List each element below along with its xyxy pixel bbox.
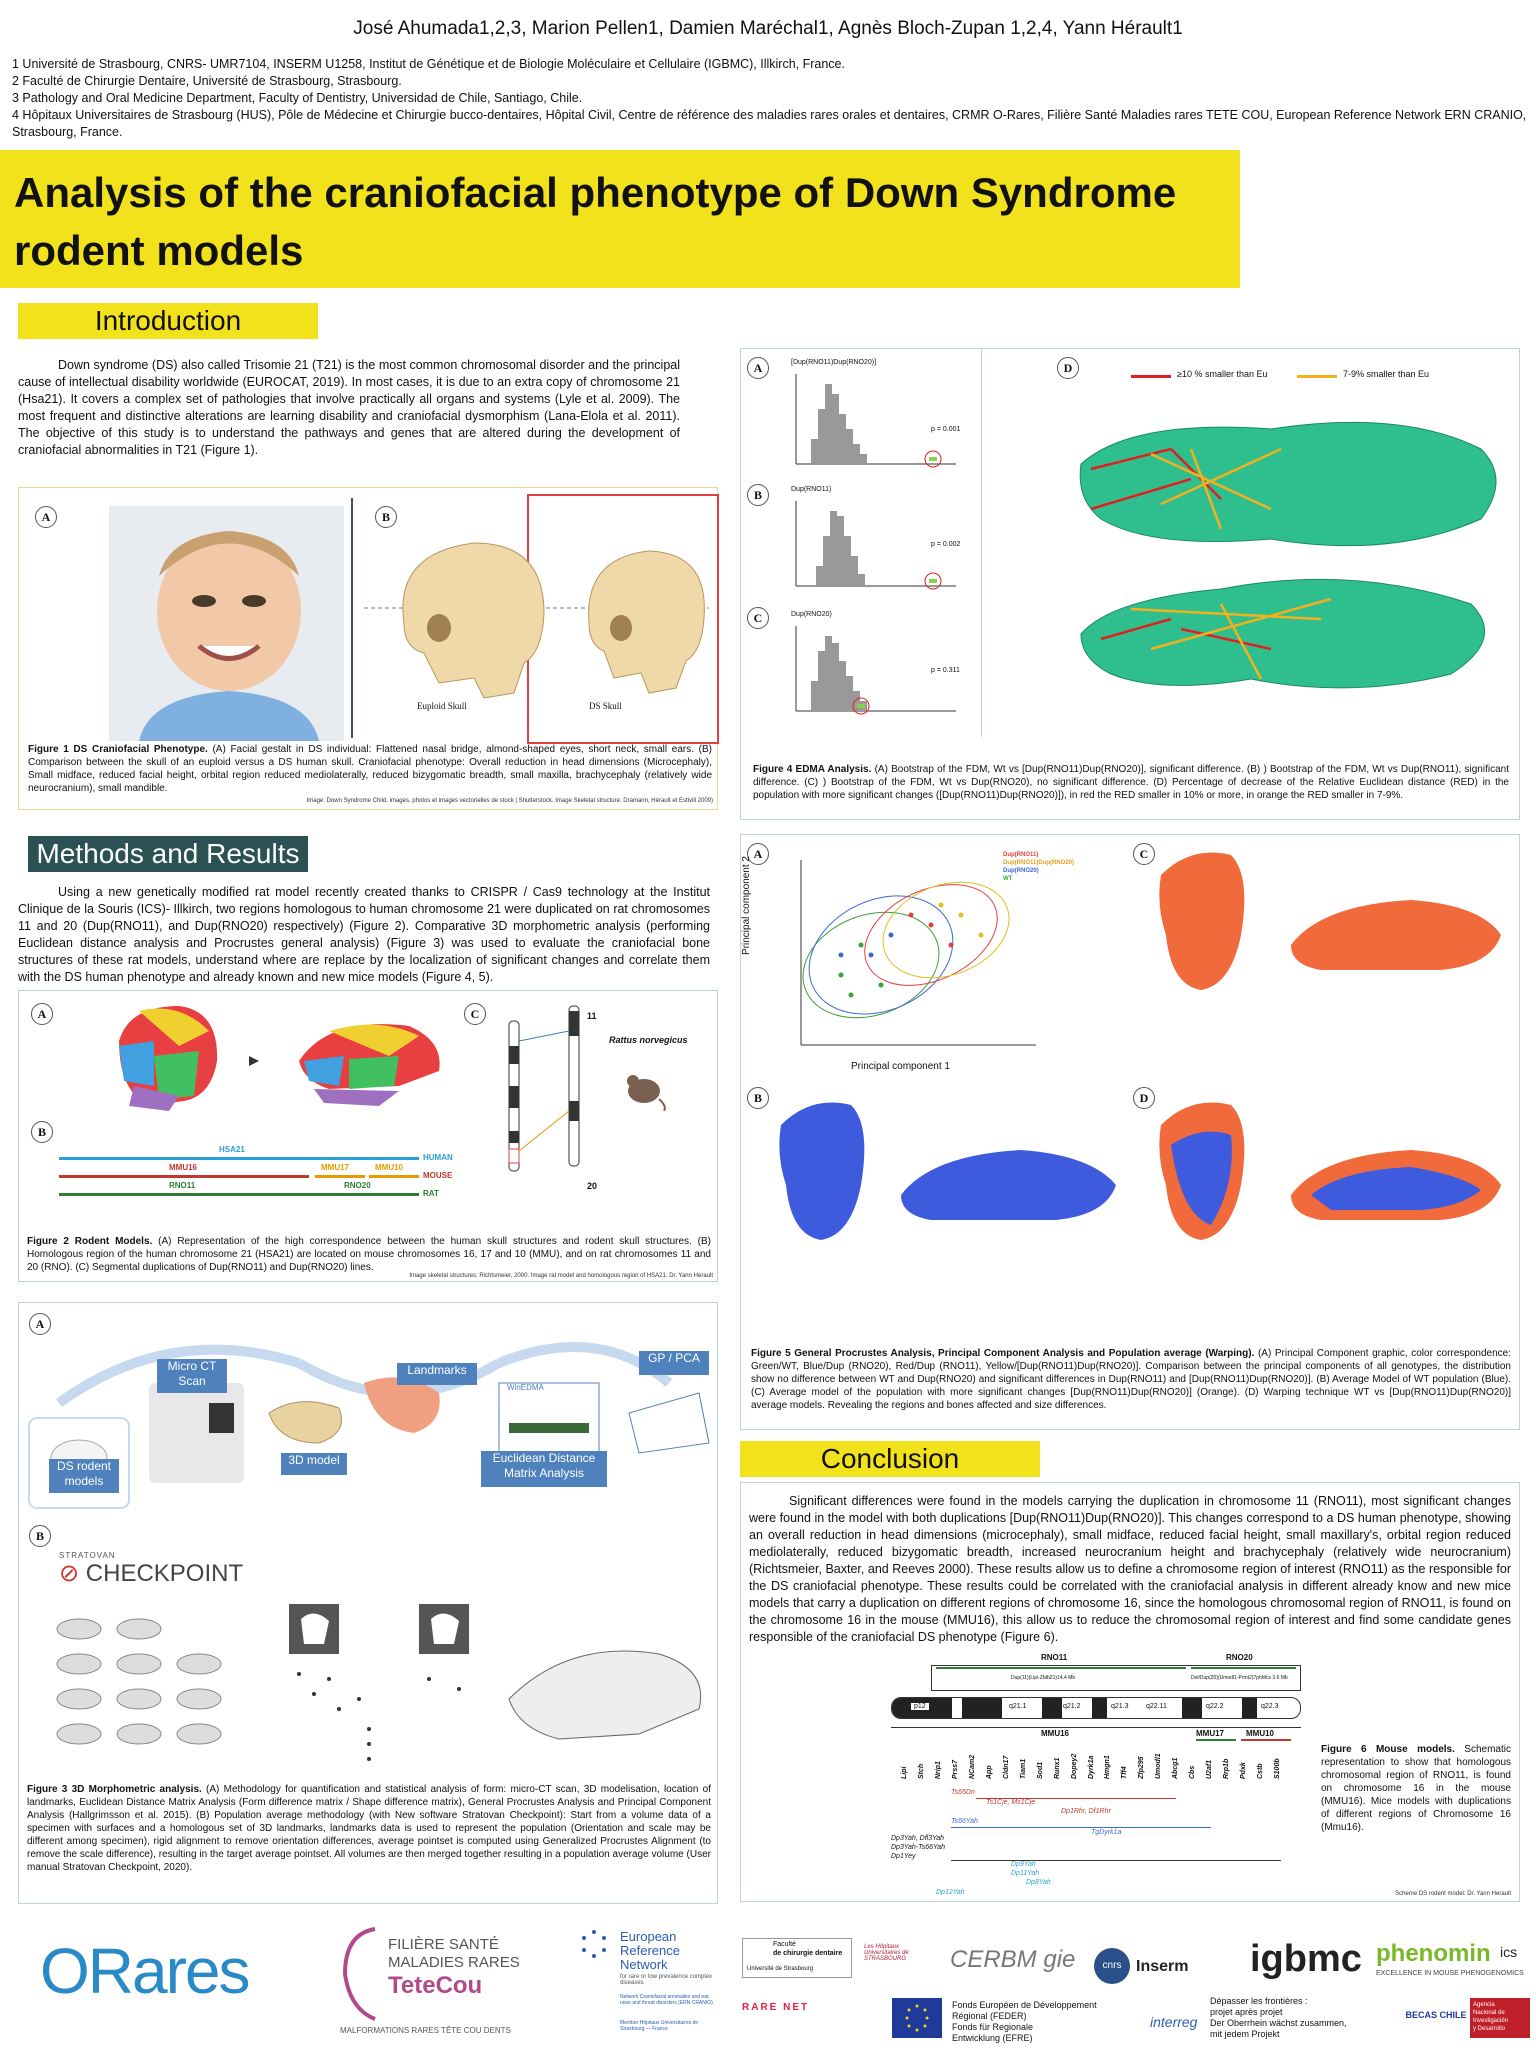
affiliation-3: 3 Pathology and Oral Medicine Department, Faculty of Dentistry, Universidad de Chile, Santiago, Chile. — [12, 91, 583, 105]
igbmc-logo: igbmc — [1250, 1938, 1362, 1980]
phenomin-sub: EXCELLENCE IN MOUSE PHENOGENOMICS — [1376, 1970, 1524, 1977]
landmarks-box: Landmarks — [397, 1363, 477, 1385]
gene-label: Dyrk1a — [1087, 1755, 1095, 1779]
introduction-paragraph: Down syndrome (DS) also called Trisomie 21 (T21) is the most common chromosomal disorder and the principal cause of intellectual disability worldwide (EUROCAT, 2019). In most cases, it is due to an extra copy of chromosome 21 (Hsa21). It covers a complex set of pathologies that involve practically all organs and systems (Lyle et al. 2009). The most frequent and distinctive alterations are learning disability and craniofacial dysmorphism (Lana-Elola et al. 2011). The objective of this study is to understand the pathways and genes that are altered during the development of craniofacial abnormalities in T21 (Figure 1). — [18, 358, 680, 457]
euploid-label: Euploid Skull — [417, 701, 467, 711]
gene-label: U2af1 — [1206, 1759, 1214, 1779]
chromosome-icon — [499, 1001, 619, 1201]
ics-logo: ics — [1500, 1944, 1518, 1960]
ern-stars-icon — [578, 1928, 610, 1960]
average-orange-icon — [1141, 845, 1511, 995]
feder-text — [952, 2000, 1097, 2044]
gp-pca-box: GP / PCA — [639, 1351, 709, 1375]
affiliation-1: 1 Université de Strasbourg, CNRS- UMR7104, INSERM U1258, Institut de Génétique et de Biologie Moléculaire et Cellulaire (IGBMC), Illkirch, France. — [12, 57, 845, 71]
methods-paragraph: Using a new genetically modified rat model recently created thanks to CRISPR / Cas9 technology at the Institut Clinique de la Souris (ICS)- Illkirch, two regions homologous to human chromosome 21 were duplicated on rat chromosomes 11 and 20 (Dup(RNO11), and Dup(RNO20) respectively) (Figure 2). Comparative 3D morphometric analysis (performing Euclidean distance analysis and Procrustes general analysis) (Figure 3) was used to evaluate the craniofacial bone structures of these rat models, understand where are replace by the localization of significant changes and correlate them with the DS human phenotype and already known and new mice models (Figure 4, 5). — [18, 885, 710, 984]
fig4-label-b: B — [747, 484, 769, 506]
fig3-caption-body: (A) Methodology for quantification and statistical analysis of form: micro-CT scan, 3D modelisation, location of landmarks, Euclidean Distance Matrix Analysis (Form difference matrix / Shape difference matrix), General Procrustes Analysis and Principal Component Analysis (Hallgrimsson et al. 2015). (B) Population average methodology (with New software Stratovan Checkpoint): Start from a volume data of a specimen with surfaces and a homologous set of 3D landmarks, landmarks data is used to represent the population (Orientation and scale may be different among specimen), rigid alignment to remove orientation differences, average pointset is computed using Generalized Procrustes Alignment (to remove the scale difference), resulting in the target average pointset. All volumes are then merged together resulting in a population average volume (User manual Stratovan Checkpoint, 2020). — [27, 1784, 711, 1873]
band-q213: q21.3 — [1111, 1703, 1129, 1710]
gene-label: Cbs — [1189, 1765, 1197, 1779]
eu-flag-icon — [892, 1998, 942, 2038]
rat-skull-edma-icon — [1071, 389, 1511, 729]
conclusion-heading: Conclusion — [740, 1441, 1040, 1477]
seg-ts66yah-line — [951, 1827, 1211, 1828]
p-value-a: p = 0.001 — [931, 426, 961, 433]
faculte-line-3: Université de Strasbourg — [747, 1966, 814, 1972]
paper-title — [14, 164, 1226, 280]
interreg-logo: interreg — [1150, 2014, 1198, 2030]
tetecou-head-icon — [340, 1924, 390, 2024]
child-face-icon — [109, 506, 344, 741]
fig4-title-c: Dup(RNO20) — [791, 611, 832, 618]
fig3-label-b: B — [29, 1525, 51, 1547]
mmu17-bar — [315, 1175, 365, 1178]
band-dark-4 — [1092, 1698, 1107, 1719]
ern-line-2: Reference — [620, 1943, 680, 1958]
fig2-caption-title: Figure 2 Rodent Models. — [27, 1236, 153, 1247]
species-label: Rattus norvegicus — [609, 1035, 688, 1045]
frontieres-line-2: projet après projet — [1210, 2007, 1283, 2017]
fig6-caption — [1321, 1743, 1511, 1834]
fig6-caption-body: Schematic representation to show that homologous chromosomal region of RNO11, is found on chromosome 16 in the mouse (MMU16). Mice models with duplications of different regions of Chromosome 16 (Mmu16). — [1321, 1744, 1511, 1833]
pca-ylabel: Principal component 2 — [741, 856, 752, 955]
p-value-b: p = 0.002 — [931, 541, 961, 548]
stratovan-label: STRATOVAN — [59, 1551, 116, 1560]
rat-bar — [59, 1193, 419, 1196]
fig6-mmu17-label: MMU17 — [1196, 1729, 1225, 1738]
seg-dp11yah: Dp11Yah — [1011, 1870, 1040, 1877]
ern-line-3: Network — [620, 1957, 668, 1972]
seg-dp8yah: Dp8Yah — [1026, 1879, 1051, 1886]
fig5-label-a: A — [747, 843, 769, 865]
mmu16-label: MMU16 — [169, 1163, 198, 1172]
faculte-logo — [742, 1938, 852, 1978]
rno20-label: RNO20 — [344, 1181, 371, 1190]
fig2-label-c: C — [464, 1003, 486, 1025]
population-average-icon — [39, 1599, 719, 1779]
feder-line-4: Entwicklung (EFRE) — [952, 2033, 1033, 2043]
gene-label: Sod1 — [1036, 1761, 1044, 1779]
gene-label: Tiam1 — [1019, 1758, 1027, 1779]
fig4-caption — [753, 763, 1509, 802]
introduction-text — [18, 357, 680, 459]
seg-dp12yah: Dp12Yah — [936, 1889, 965, 1896]
band-dark-5 — [1182, 1698, 1202, 1719]
inserm-logo: Inserm — [1136, 1958, 1189, 1975]
footer-logos — [0, 1914, 1536, 2048]
figure-4 — [740, 348, 1520, 820]
methodology-flow-icon — [19, 1323, 719, 1513]
fig4-label-a: A — [747, 357, 769, 379]
band-q222: q22.2 — [1206, 1703, 1224, 1710]
fig6-mmu10-label: MMU10 — [1246, 1729, 1275, 1738]
figure-3 — [18, 1302, 718, 1904]
gene-label: Lipi — [901, 1766, 908, 1779]
title-line-1: Analysis of the craniofacial phenotype of Down Syndrome — [14, 169, 1177, 216]
legend-wt: WT — [1003, 876, 1013, 882]
legend-red-swatch — [1131, 375, 1171, 378]
ern-sub-2: Network Craniofacial anomalies and ear, nose and throat disorders (ERN CRANIO) — [620, 1994, 713, 2006]
fig1-label-a: A — [35, 506, 57, 528]
mmu17-label: MMU17 — [321, 1163, 350, 1172]
hsa21-label: HSA21 — [219, 1145, 245, 1154]
hus-logo: Les Hôpitaux Universitaires de STRASBOURG — [864, 1944, 909, 1962]
gene-label: Cstb — [1257, 1763, 1265, 1779]
affiliation-2: 2 Faculté de Chirurgie Dentaire, Université de Strasbourg, Strasbourg. — [12, 74, 402, 88]
seg-ts1cje: Ts1Cje, Ms1Cje — [986, 1799, 1036, 1806]
checkpoint-logo — [59, 1559, 243, 1588]
chr11-label: 11 — [587, 1011, 597, 1021]
cnrs-logo: cnrs — [1094, 1948, 1130, 1984]
micro-ct-box: Micro CT Scan — [157, 1359, 227, 1393]
filiere-sub: MALFORMATIONS RARES TÊTE COU DENTS — [340, 2026, 511, 2035]
fig5-caption — [751, 1347, 1511, 1412]
ds-skull-label: DS Skull — [589, 701, 622, 711]
band-q212: q21.2 — [1063, 1703, 1081, 1710]
affiliations — [12, 56, 1527, 141]
seg-ts66yah: Ts66Yah — [951, 1818, 978, 1825]
frontieres-line-1: Dépasser les frontières : — [1210, 1996, 1308, 2006]
mouse-label: MOUSE — [423, 1171, 453, 1180]
gene-label: Runx1 — [1053, 1757, 1061, 1779]
gene-label: App — [985, 1765, 993, 1779]
mmu16-bar — [59, 1175, 309, 1178]
gene-label: Dopey2 — [1070, 1753, 1078, 1779]
gene-label: Abcg1 — [1172, 1757, 1180, 1779]
gene-label: Prss7 — [951, 1759, 959, 1779]
human-label: HUMAN — [423, 1153, 453, 1162]
band-dark-3 — [1042, 1698, 1062, 1719]
rarenet-logo: RARE NET — [742, 2002, 810, 2013]
seg-dp3yah-ts66yah: Dp3Yah-Ts66Yah — [891, 1844, 945, 1851]
anid-line-3: Investigación — [1473, 2018, 1509, 2024]
fig1-credit: Image: Down Syndrome Child, images, photos et images vectorielles de stock | Shutterstock. Image Skeletal structure: Dramann, Hérault et Estivill 2009) — [306, 798, 713, 804]
fig3-label-a: A — [29, 1313, 51, 1335]
seg-dp1yey-line — [951, 1860, 1281, 1861]
dup20-text: Del/Dup(20)(Umodl1-Prmt2)7phMcs 3.6 Mb — [1191, 1675, 1288, 1681]
gene-label: Zfp295 — [1138, 1756, 1146, 1779]
human-bar — [59, 1157, 419, 1160]
anid-line-1: Agencia — [1473, 2002, 1495, 2008]
edma-box: Euclidean Distance Matrix Analysis — [481, 1451, 607, 1487]
fig6-rno20-label: RNO20 — [1226, 1653, 1253, 1662]
skull-comparison-icon — [364, 533, 709, 713]
band-q2211: q22.11 — [1146, 1703, 1167, 1710]
legend-red-label: ≥10 % smaller than Eu — [1177, 369, 1268, 379]
fig4-title-a: [Dup(RNO11)Dup(RNO20)] — [791, 359, 877, 366]
mmu10-bar — [369, 1175, 419, 1178]
child-photo — [109, 506, 344, 741]
fig5-caption-title: Figure 5 General Procrustes Analysis, Principal Component Analysis and Population average (Warping). — [751, 1348, 1255, 1359]
filiere-line-3: TeteCou — [388, 1972, 483, 1999]
gene-label: Tff4 — [1121, 1766, 1129, 1779]
faculte-line-1: Faculté — [773, 1941, 796, 1948]
mmu10-line — [1241, 1739, 1291, 1741]
gene-label: Nrip1 — [934, 1761, 942, 1779]
seg-dp3yah: Dp3Yah, Dfl3Yah — [891, 1835, 945, 1842]
legend-dup-both: Dup(RNO11)Dup(RNO20) — [1003, 860, 1075, 866]
ern-sub-3: Member Hôpitaux Universitaires de Strasbourg — France — [620, 2020, 699, 2032]
fig6-mmu16-label: MMU16 — [1041, 1729, 1070, 1738]
feder-line-2: Régional (FEDER) — [952, 2011, 1027, 2021]
fig2-label-a: A — [31, 1003, 53, 1025]
fig1-caption — [28, 743, 712, 795]
anid-logo — [1470, 1998, 1530, 2038]
faculte-line-2: de chirurgie dentaire — [773, 1950, 843, 1957]
fig4-caption-title: Figure 4 EDMA Analysis. — [753, 764, 872, 775]
band-q223: q22.3 — [1261, 1703, 1279, 1710]
fig4-label-d: D — [1057, 357, 1079, 379]
conclusion-text — [749, 1493, 1511, 1646]
legend-dup-rno11: Dup(RNO11) — [1003, 852, 1039, 858]
mmu17-line — [1196, 1739, 1236, 1741]
dup11-text: Dup(11)(Lipi-Zbtb21)14.4 Mb — [1011, 1675, 1076, 1681]
title-banner — [0, 150, 1240, 288]
fig1-caption-title: Figure 1 DS Craniofacial Phenotype. — [28, 744, 208, 755]
phenomin-logo: phenomin — [1376, 1940, 1491, 1967]
figure-1 — [18, 487, 718, 810]
band-q211: q21.1 — [1009, 1703, 1027, 1710]
fig4-caption-body: (A) Bootstrap of the FDM, Wt vs [Dup(RNO11)Dup(RNO20)], significant difference. (B) ) Bootstrap of the FDM, Wt vs Dup(RNO11), significant difference. (C) ) Bootstrap of the FDM, Wt vs Dup(RNO20), no significant difference. (D) Percentage of decrease of the Relative Euclidean distance (RED) in the population with more significant changes ([Dup(RNO11)Dup(RNO20)]), in red the RED smaller in 10% or more, in orange the RED smaller in 7-9%. — [753, 764, 1509, 801]
3d-model-box: 3D model — [281, 1453, 347, 1475]
mmu10-label: MMU10 — [375, 1163, 404, 1172]
affiliation-4: 4 Hôpitaux Universitaires de Strasbourg (HUS), Pôle de Médecine et Chirurgie bucco-dentaires, Hôpital Civil, Centre de référence des maladies rares orales et dentaires, CRMR O-Rares, Filière Santé Maladies rares TETE COU, European Reference Network ERN CRANIO, — [12, 108, 1527, 122]
cerbm-logo: CERBM gie — [950, 1946, 1076, 1973]
fig4-label-c: C — [747, 607, 769, 629]
conclusion-panel — [740, 1482, 1520, 1902]
histogram-a-icon — [791, 369, 961, 474]
divider — [351, 498, 353, 738]
filiere-line-2: MALADIES RARES — [388, 1954, 520, 1971]
gene-label: Rrp1b — [1223, 1758, 1231, 1779]
pca-xlabel: Principal component 1 — [851, 1061, 950, 1072]
fig2-label-b: B — [31, 1121, 53, 1143]
fig5-label-d: D — [1133, 1087, 1155, 1109]
fig2-caption-body: (A) Representation of the high correspondence between the human skull structures and rodent skull structures. (B) Homologous region of the human chromosome 21 (HSA21) are located on mouse chromosomes 16, 17 and 10 (MMU), and on rat chromosomes 11 and 20 (RNO). (C) Segmental duplications of Dup(RNO11) and Dup(RNO20) lines. — [27, 1236, 711, 1273]
dup11-bar — [936, 1667, 1186, 1669]
chromosome-bar — [891, 1697, 1301, 1719]
seg-tgdyrk1a: TgDyrk1a — [1091, 1829, 1122, 1836]
methods-heading: Methods and Results — [28, 836, 308, 872]
gene-label: Stch — [917, 1763, 925, 1779]
frontieres-text — [1210, 1996, 1347, 2040]
rno11-label: RNO11 — [169, 1181, 196, 1190]
fig1-caption-body: (A) Facial gestalt in DS individual: Flattened nasal bridge, almond-shaped eyes, short neck, small ears. (B) Comparison between the skull of an euploid versus a DS human skull. Craniofacial phenotype: Overall reduction in head dimensions (Microcephaly), Small midface, reduced facial height, orbital region reduced mediolaterally, reduced bizygomatic breadth, small maxilla, brachycephaly (relatively wide neurocranium), small mandible. — [28, 744, 712, 794]
p-value-c: p = 0.311 — [931, 667, 960, 674]
frontieres-line-3: Der Oberrhein wächst zusammen, — [1210, 2018, 1347, 2028]
dup20-bar — [1191, 1667, 1296, 1669]
anid-line-2: Nacional de — [1473, 2010, 1505, 2016]
ern-logo — [620, 1930, 680, 1972]
legend-orange-swatch — [1297, 375, 1337, 378]
feder-line-1: Fonds Européen de Développement — [952, 2000, 1097, 2010]
winedma-label: WinEDMA — [507, 1383, 544, 1392]
seg-ts65dn: Ts65Dn — [951, 1789, 975, 1796]
warping-overlay-icon — [1141, 1095, 1511, 1245]
chr20-label: 20 — [587, 1181, 598, 1191]
fig4-title-b: Dup(RNO11) — [791, 486, 832, 493]
figure-5 — [740, 834, 1520, 1430]
orares-logo: ORares — [40, 1935, 249, 2007]
gene-list — [891, 1743, 1301, 1783]
fig5-label-b: B — [747, 1087, 769, 1109]
gene-label: S100b — [1274, 1758, 1282, 1779]
checkpoint-text: CHECKPOINT — [85, 1560, 244, 1587]
fig6-credit: Scheme DS rodent model: Dr. Yann Herault — [1395, 1891, 1511, 1897]
checkpoint-icon: ⊘ — [59, 1560, 80, 1587]
ern-sub-1: for rare or low prevalence complex diseases — [620, 1974, 713, 1986]
fig6-rno11-label: RNO11 — [1041, 1653, 1068, 1662]
affiliation-4-cont: Strasbourg, France. — [12, 125, 123, 139]
legend-orange-label: 7-9% smaller than Eu — [1343, 369, 1430, 379]
feder-line-3: Fonds für Regionale — [952, 2022, 1034, 2032]
skull-regions-icon — [99, 1001, 449, 1111]
fig6-caption-title: Figure 6 Mouse models. — [1321, 1744, 1455, 1755]
filiere-logo — [388, 1936, 520, 2000]
fig5-label-c: C — [1133, 843, 1155, 865]
conclusion-paragraph: Significant differences were found in the models carrying the duplication in chromosome 11 (RNO11), most significant changes were found in the model with both duplications [Dup(RNO11)Dup(RNO20)]. This changes correspond to a DS human phenotype, showing an overall reduction in head dimensions (microcephaly), small midface, reduced facial height, small maxillary's, orbital region reduced mediolaterally, reduced bizygomatic breadth, increased neurocranium height and brachycephaly (relatively wide neurocranium) (Richtsmeier, Baxter, and Reeves 2000). These results allow us to define a chromosome region of interest (RNO11) as the responsible for the DS craniofacial phenotype. These results could be correlated with the craniofacial analysis in different already know and new mice models that carry a duplication on different regions of chromosome 16, since the homologous chromosomal region of RNO11, is found on the chromosome 16 in the mouse (MMU16), this allow us to reduce the chromosomal region of interest and find some candidate genes responsible of the craniofacial DS phenotype (Figure 6). — [749, 1494, 1511, 1644]
becas-logo: BECAS CHILE — [1405, 2010, 1467, 2020]
pca-plot-icon — [781, 855, 1041, 1055]
rat-label: RAT — [423, 1189, 439, 1198]
rat-icon — [619, 1061, 669, 1111]
frontieres-line-4: mit jedem Projekt — [1210, 2029, 1280, 2039]
pca-legend — [1003, 851, 1074, 883]
ds-models-box: DS rodent models — [49, 1459, 119, 1493]
gene-label: Hmgn1 — [1104, 1755, 1112, 1779]
fig3-caption — [27, 1783, 711, 1874]
band-p12: p12 — [911, 1703, 929, 1710]
figure-6 — [891, 1653, 1301, 1896]
gene-label: Umodl1 — [1155, 1753, 1163, 1779]
introduction-heading: Introduction — [18, 303, 318, 339]
seg-dp1yey: Dp1Yey — [891, 1853, 916, 1860]
title-line-2: rodent models — [14, 227, 304, 274]
seg-dp9yah: Dp9Yah — [1011, 1861, 1036, 1868]
band-dark-2 — [962, 1698, 1002, 1719]
gene-label: NCam2 — [968, 1754, 976, 1779]
methods-text — [18, 884, 710, 986]
band-dark-6 — [1242, 1698, 1257, 1719]
legend-dup-rno20: Dup(RNO20) — [1003, 868, 1039, 874]
ern-line-1: European — [620, 1929, 677, 1944]
eu-stars-icon — [892, 1998, 942, 2038]
fig5-caption-body: (A) Principal Component graphic, color correspondence: Green/WT, Blue/Dup (RNO20), Red/Dup (RNO11), Yellow/[Dup(RNO11)Dup(RNO20)]. Comparison between the principal components of all genotypes, the distribution show no difference between WT and Dup(RNO20) and significant differences in Dup(RNO11) and [Dup(RNO11)Dup(RNO20)]. (B) Average Model of WT population (Blue). (C) Average model of the population with more significant changes [Dup(RNO11)Dup(RNO20)] (Orange). (D) Warping technique WT vs [Dup(RNO11)Dup(RNO20)] average models. Revealing the regions and bones affected and size differences. — [751, 1348, 1511, 1411]
filiere-line-1: FILIÈRE SANTÉ — [388, 1936, 499, 1953]
figure-2 — [18, 990, 718, 1282]
seg-dp1rhr: Dp1Rhr, Df1Rhr — [1061, 1808, 1111, 1815]
fig1-label-b: B — [375, 506, 397, 528]
fig3-caption-title: Figure 3 3D Morphometric analysis. — [27, 1784, 202, 1795]
fig2-caption — [27, 1235, 711, 1274]
author-list: José Ahumada1,2,3, Marion Pellen1, Damien Maréchal1, Agnès Bloch-Zupan 1,2,4, Yann Hérault1 — [353, 18, 1183, 39]
fig2-credit: Image skeletal structures: Richtsmeier, 2000. Image rat model and homologous region of HSA21: Dr. Yann Herault — [409, 1273, 713, 1279]
anid-line-4: y Desarrollo — [1473, 2026, 1506, 2032]
average-blue-icon — [761, 1095, 1131, 1245]
gene-label: Pdxk — [1240, 1762, 1248, 1779]
gene-label: Cldn17 — [1002, 1755, 1010, 1779]
